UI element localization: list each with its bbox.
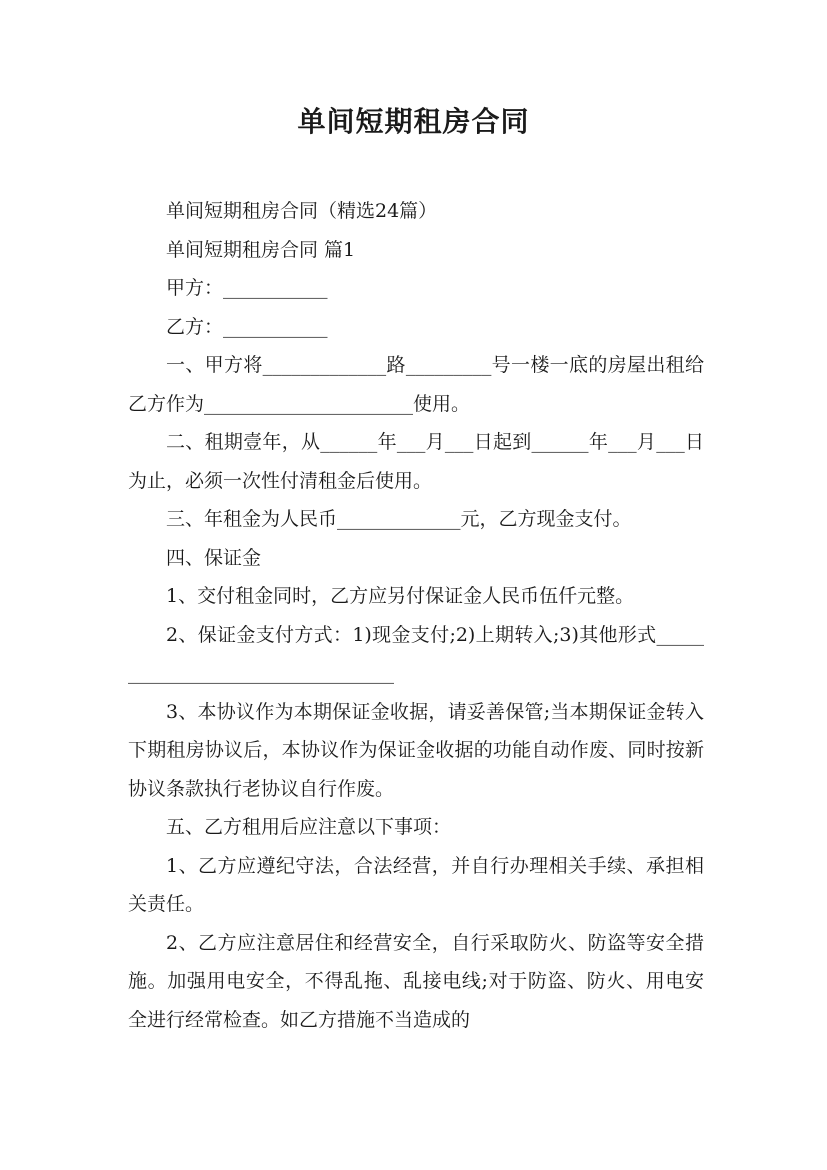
paragraph-party-a: 甲方：___________ xyxy=(166,277,328,299)
paragraph-clause-2: 二、租期壹年，从______年___月___日起到______年___月___日为止，必须一次性付清租金后使用。 xyxy=(128,431,704,492)
document-body xyxy=(128,192,704,1039)
paragraph-clause-4-3: 3、本协议作为本期保证金收据，请妥善保管;当本期保证金转入下期租房协议后，本协议作为保证金收据的功能自动作废、同时按新协议条款执行老协议自行作废。 xyxy=(128,700,704,800)
paragraph-clause-5: 五、乙方租用后应注意以下事项： xyxy=(166,816,452,838)
paragraph-clause-4-2: 2、保证金支付方式：1)现金支付;2)上期转入;3)其他形式_________________________________ xyxy=(128,623,704,684)
paragraph-clause-4: 四、保证金 xyxy=(166,546,262,569)
paragraph-clause-1: 一、甲方将_____________路_________号一楼一底的房屋出租给乙方作为______________________使用。 xyxy=(128,354,704,415)
paragraph-clause-5-2: 2、乙方应注意居住和经营安全，自行采取防火、防盗等安全措施。加强用电安全，不得乱拖、乱接电线;对于防盗、防火、用电安全进行经常检查。如乙方措施不当造成的 xyxy=(128,931,704,1031)
document-title: 单间短期租房合同 xyxy=(297,105,530,138)
paragraph-clause-3: 三、年租金为人民币_____________元，乙方现金支付。 xyxy=(166,508,632,530)
paragraph-clause-5-1: 1、乙方应遵纪守法，合法经营，并自行办理相关手续、承担相关责任。 xyxy=(128,854,704,915)
paragraph-clause-4-1: 1、交付租金同时，乙方应另付保证金人民币伍仟元整。 xyxy=(166,585,635,607)
paragraph-party-b: 乙方：___________ xyxy=(166,315,328,338)
paragraph-section-heading: 单间短期租房合同 篇1 xyxy=(166,238,356,261)
paragraph-subtitle: 单间短期租房合同（精选24篇） xyxy=(166,200,438,222)
